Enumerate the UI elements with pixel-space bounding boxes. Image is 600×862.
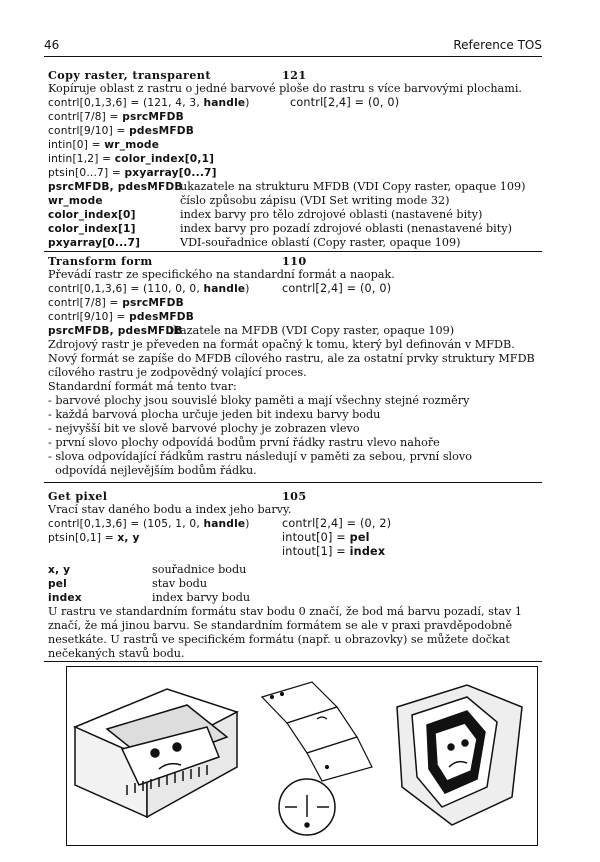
param-value: pdesMFDB (129, 125, 195, 137)
definition-desc: index barvy pro tělo zdrojové oblasti (nastavené bity) (180, 208, 483, 221)
param-text: contrl[7/8] = (48, 111, 123, 123)
param-line (48, 282, 250, 296)
param-text: ) (245, 97, 250, 109)
section-heading-transform-form: Transform form (48, 254, 153, 268)
param-text: ptsin[0,1] = (48, 532, 118, 544)
definition-term: psrcMFDB, pdesMFDB (48, 181, 183, 193)
param-text: intin[1,2] = (48, 153, 115, 165)
paragraph-line: Nový formát se zapíše do MFDB cílového rastru, ale za ostatní prvky struktury MFDB (48, 352, 535, 365)
definition-term: color_index[0] (48, 209, 136, 221)
definition-term: color_index[1] (48, 223, 136, 235)
list-item: - slova odpovídající řádkům rastru následují v paměti za sebou, první slovo (48, 450, 472, 463)
header-rule (44, 56, 542, 57)
section-rule (44, 661, 542, 662)
param-text: contrl[0,1,3,6] = (110, 0, 0, (48, 283, 204, 295)
param-line (48, 517, 250, 531)
param-text: contrl[0,1,3,6] = (121, 4, 3, (48, 97, 204, 109)
section-rule (44, 482, 542, 483)
param-line (48, 124, 194, 138)
param-value: handle (203, 283, 246, 295)
param-line (48, 110, 184, 124)
param-line (48, 310, 194, 324)
definition-term: pel (48, 578, 67, 590)
definition-desc: index barvy bodu (152, 591, 251, 604)
list-item: - barvové plochy jsou souvislé bloky paměti a mají všechny stejné rozměry (48, 394, 470, 407)
definition-desc: VDI-souřadnice oblastí (Copy raster, opaque 109) (180, 236, 461, 249)
param-line (48, 138, 159, 152)
param-text: intout[0] = (282, 531, 350, 544)
param-text: contrl[7/8] = (48, 297, 123, 309)
param-line (48, 531, 140, 545)
list-item: - nejvyšší bit ve slově barvové plochy je zobrazen vlevo (48, 422, 360, 435)
definition-term: index (48, 592, 82, 604)
paragraph-line: nečekaných stavů bodu. (48, 647, 185, 660)
section-intro: Převádí rastr ze specifického na standardní formát a naopak. (48, 268, 395, 281)
list-item: - každá barvová plocha určuje jeden bit indexu barvy bodu (48, 408, 381, 421)
section-intro: Kopíruje oblast z rastru o jedné barvové ploše do rastru s více barvovými plochami. (48, 82, 522, 95)
param-text: contrl[0,1,3,6] = (105, 1, 0, (48, 518, 204, 530)
definition-desc: číslo způsobu zápisu (VDI Set writing mode 32) (180, 194, 450, 207)
definition-term: psrcMFDB, pdesMFDB (48, 325, 183, 337)
section-heading-copy-raster: Copy raster, transparent (48, 68, 211, 82)
definition-desc: stav bodu (152, 577, 208, 590)
paragraph-line: Zdrojový rastr je převeden na formát opačný k tomu, který byl definován v MFDB. (48, 338, 515, 351)
paragraph-line: značí, že má jinou barvu. Se standardním formátem se ale v praxi pravděpodobně (48, 619, 513, 632)
definition-desc: ukazatele na MFDB (VDI Copy raster, opaque 109) (166, 324, 455, 337)
paragraph-line: cílového rastru je zodpovědný volající proces. (48, 366, 307, 379)
param-line (282, 545, 385, 559)
section-code-110: 110 (282, 254, 307, 268)
param-line (48, 296, 184, 310)
param-line: contrl[2,4] = (0, 2) (282, 517, 392, 530)
section-code-121: 121 (282, 68, 307, 82)
page-header (44, 38, 542, 54)
section-intro: Vrací stav daného bodu a index jeho barvy. (48, 503, 292, 516)
definition-term: pxyarray[0...7] (48, 237, 141, 249)
param-value: index (349, 545, 386, 558)
definition-term: x, y (48, 564, 71, 576)
param-value: pdesMFDB (129, 311, 195, 323)
param-value: color_index[0,1] (114, 153, 215, 165)
param-line (48, 96, 250, 110)
param-text: contrl[9/10] = (48, 125, 130, 137)
definition-desc: ukazatele na strukturu MFDB (VDI Copy raster, opaque 109) (180, 180, 526, 193)
param-value: handle (203, 97, 246, 109)
param-value: x, y (117, 532, 140, 544)
param-text: ) (245, 518, 250, 530)
param-value: psrcMFDB (122, 111, 184, 123)
list-item: - první slovo plochy odpovídá bodům první řádky rastru vlevo nahoře (48, 436, 440, 449)
param-line: contrl[2,4] = (0, 0) (282, 282, 392, 295)
section-code-105: 105 (282, 489, 307, 503)
param-text: intout[1] = (282, 545, 350, 558)
param-value: pxyarray[0...7] (124, 167, 217, 179)
list-item: odpovídá nejlevějším bodům řádku. (48, 464, 257, 477)
page-number: 46 (44, 38, 60, 52)
paragraph-line: Standardní formát má tento tvar: (48, 380, 237, 393)
param-text: ptsin[0...7] = (48, 167, 125, 179)
param-value: wr_mode (104, 139, 160, 151)
definition-desc: index barvy pro pozadí zdrojové oblasti (nenastavené bity) (180, 222, 512, 235)
param-line (48, 152, 214, 166)
monitor-icon (397, 685, 522, 825)
running-title: Reference TOS (453, 38, 542, 52)
param-line (48, 166, 217, 180)
section-rule (44, 251, 542, 252)
paragraph-line: nesetkáte. U rastrů ve specifickém formátu (např. u obrazovky) se můžete dočkat (48, 633, 510, 646)
param-value: psrcMFDB (122, 297, 184, 309)
paragraph-line: U rastru ve standardním formátu stav bodu 0 značí, že bod má barvu pozadí, stav 1 (48, 605, 523, 618)
round-face-icon (279, 779, 335, 835)
definition-term: wr_mode (48, 195, 103, 207)
chip-box-icon (75, 689, 237, 817)
param-text: ) (245, 283, 250, 295)
param-value: pel (349, 531, 370, 544)
param-text: intin[0] = (48, 139, 105, 151)
cartoon-illustration (67, 667, 537, 845)
param-value: handle (203, 518, 246, 530)
section-heading-get-pixel: Get pixel (48, 489, 108, 503)
param-text: contrl[9/10] = (48, 311, 130, 323)
param-line (282, 531, 370, 545)
paper-sheets-icon (262, 682, 372, 781)
illustration-panel (66, 666, 538, 846)
param-line: contrl[2,4] = (0, 0) (290, 96, 400, 109)
definition-desc: souřadnice bodu (152, 563, 247, 576)
